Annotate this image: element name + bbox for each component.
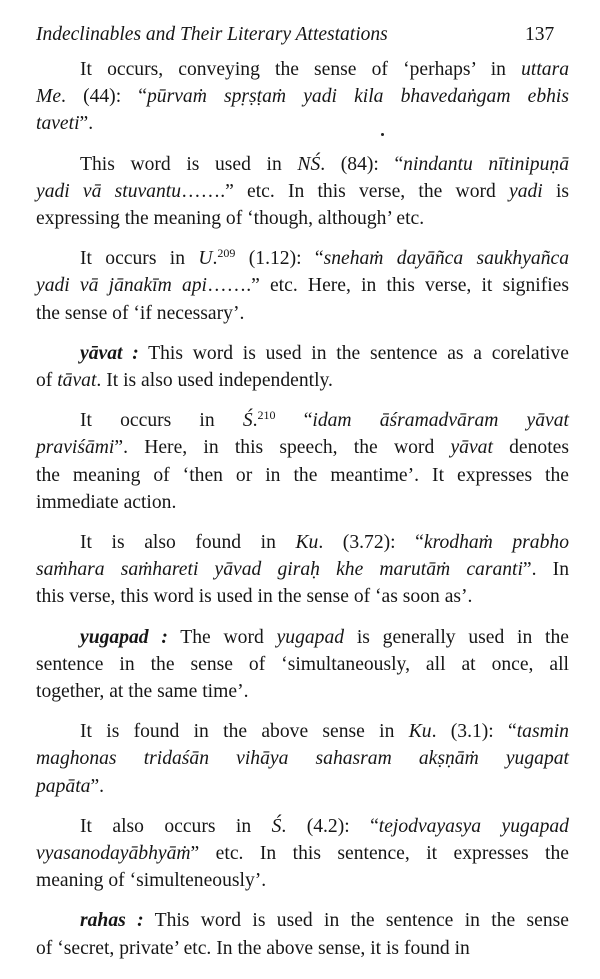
text-run: . (44): “ — [61, 86, 147, 108]
text-run: of ‘secret, private’ etc. In the above sense, it is found in — [36, 937, 470, 959]
footnote-ref: 210 — [257, 408, 276, 423]
text-line — [36, 624, 569, 651]
text-run: yadi — [509, 180, 543, 202]
text-line — [36, 272, 569, 299]
text-run: Me — [36, 86, 62, 108]
headword: yugapad : — [80, 626, 168, 648]
text-line — [36, 407, 569, 434]
text-run: taveti — [36, 113, 80, 135]
text-run: It is also found in — [80, 532, 296, 554]
text-line — [36, 529, 569, 556]
text-line — [36, 907, 569, 934]
text-line — [36, 583, 569, 610]
text-run: …….” etc. In this verse, the word — [181, 180, 510, 202]
text-run: The word — [167, 626, 277, 648]
text-run: NŚ — [297, 153, 321, 175]
text-run: This word is used in the sentence as a corelative — [138, 342, 569, 364]
body-text — [36, 56, 569, 975]
text-run: . (84): “ — [320, 153, 404, 175]
text-run: . (3.1): “ — [431, 721, 517, 743]
text-run: denotes — [492, 437, 569, 459]
text-line — [36, 867, 569, 894]
text-run: vyasanodayābhyāṁ — [36, 843, 191, 865]
text-run: It occurs in — [80, 248, 199, 270]
paragraph — [36, 718, 569, 800]
text-run: praviśāmi — [36, 437, 115, 459]
text-line — [36, 245, 569, 272]
text-run: saṁhara saṁhareti yāvad giraḥ khe marutāṁ caranti — [36, 559, 523, 581]
paragraph — [36, 56, 569, 138]
text-run: maghonas tridaśān vihāya sahasram akṣṇāṁ yugapat — [36, 748, 569, 770]
text-line — [36, 110, 569, 137]
text-run: yadi vā stuvantu — [36, 180, 182, 202]
text-run: It occurs in — [80, 410, 243, 432]
text-line — [36, 840, 569, 867]
text-run: expressing the meaning of ‘though, although’ etc. — [36, 208, 425, 230]
text-run: meaning of ‘simulteneously’. — [36, 870, 267, 892]
text-line — [36, 813, 569, 840]
text-run: (1.12): “ — [235, 248, 324, 270]
text-run: the meaning of ‘then or in the meantime’. It expresses the — [36, 464, 569, 486]
text-run: It occurs, conveying the sense of ‘perhaps’ in — [80, 59, 522, 80]
text-line — [36, 300, 569, 327]
text-run: sentence in the sense of ‘simultaneously, all at once, all — [36, 653, 569, 675]
text-run: It also occurs in — [80, 815, 272, 837]
running-header-title: Indeclinables and Their Literary Attestations — [36, 24, 388, 45]
text-run: . (4.2): “ — [281, 815, 379, 837]
text-line — [36, 434, 569, 461]
headword: rahas : — [80, 910, 144, 932]
text-line — [36, 678, 569, 705]
text-line — [36, 83, 569, 110]
text-run: idam āśramadvāram yāvat — [312, 410, 569, 432]
paragraph — [36, 813, 569, 895]
text-run: ” etc. In this sentence, it expresses the — [190, 843, 569, 865]
text-run: It is found in the above sense in — [80, 721, 409, 743]
text-line — [36, 773, 569, 800]
paragraph — [36, 907, 569, 961]
text-run: Ku — [295, 532, 319, 554]
paragraph — [36, 407, 569, 516]
text-line — [36, 367, 569, 394]
text-line — [36, 462, 569, 489]
text-run: . — [212, 248, 218, 270]
text-run: is generally used in the — [344, 626, 569, 648]
text-run: Ś — [271, 815, 282, 837]
footnote-ref: 209 — [217, 246, 236, 261]
text-run: nindantu nītinipuṇā — [403, 153, 569, 175]
text-line — [36, 651, 569, 678]
text-line — [36, 935, 569, 962]
text-line — [36, 205, 569, 232]
text-run: Ku — [408, 721, 432, 743]
text-run: this verse, this word is used in the sense of ‘as soon as’. — [36, 586, 473, 608]
text-run: of — [36, 370, 58, 392]
text-line — [36, 718, 569, 745]
paragraph — [36, 624, 569, 706]
text-line — [36, 56, 569, 83]
text-run: yāvat — [450, 437, 493, 459]
text-run: the sense of ‘if necessary’. — [36, 302, 245, 324]
text-run: …….” etc. Here, in this verse, it signifies — [207, 275, 569, 297]
text-run: . It is also used independently. — [96, 370, 333, 392]
text-run: tasmin — [516, 721, 569, 743]
paragraph — [36, 245, 569, 327]
text-line — [36, 489, 569, 516]
text-run: snehaṁ dayāñca saukhyañca — [323, 248, 569, 270]
text-run: yadi vā jānakīm api — [36, 275, 207, 297]
text-run: uttara — [521, 59, 569, 80]
text-run: papāta — [36, 775, 91, 797]
text-line — [36, 556, 569, 583]
text-run: This word is used in — [80, 153, 298, 175]
text-line — [36, 340, 569, 367]
text-run: tejodvayasya yugapad — [378, 815, 569, 837]
text-run: ”. Here, in this speech, the word — [114, 437, 451, 459]
text-run: yugapad — [276, 626, 345, 648]
text-run: Ś — [242, 410, 253, 432]
text-run: . (3.72): “ — [318, 532, 424, 554]
text-run: is — [542, 180, 570, 202]
text-line — [36, 745, 569, 772]
headword: yāvat : — [80, 342, 139, 364]
text-run: tāvat — [57, 370, 97, 392]
page-number: 137 — [525, 24, 555, 45]
text-line — [36, 151, 569, 178]
text-run: This word is used in the sentence in the sense — [143, 910, 569, 932]
text-run: ”. In — [522, 559, 569, 581]
text-run: together, at the same time’. — [36, 681, 249, 703]
text-run: U — [198, 248, 213, 270]
text-line — [36, 178, 569, 205]
text-run: “ — [275, 410, 313, 432]
text-run: pūrvaṁ spṛṣṭaṁ yadi kila bhavedaṅgam ebhis — [147, 86, 570, 108]
text-run: immediate action. — [36, 491, 177, 513]
text-run: ”. — [79, 113, 94, 135]
paragraph — [36, 151, 569, 233]
paragraph — [36, 529, 569, 611]
text-run: krodhaṁ prabho — [423, 532, 569, 554]
text-run: ”. — [90, 775, 105, 797]
text-run: . — [252, 410, 258, 432]
paragraph — [36, 340, 569, 394]
